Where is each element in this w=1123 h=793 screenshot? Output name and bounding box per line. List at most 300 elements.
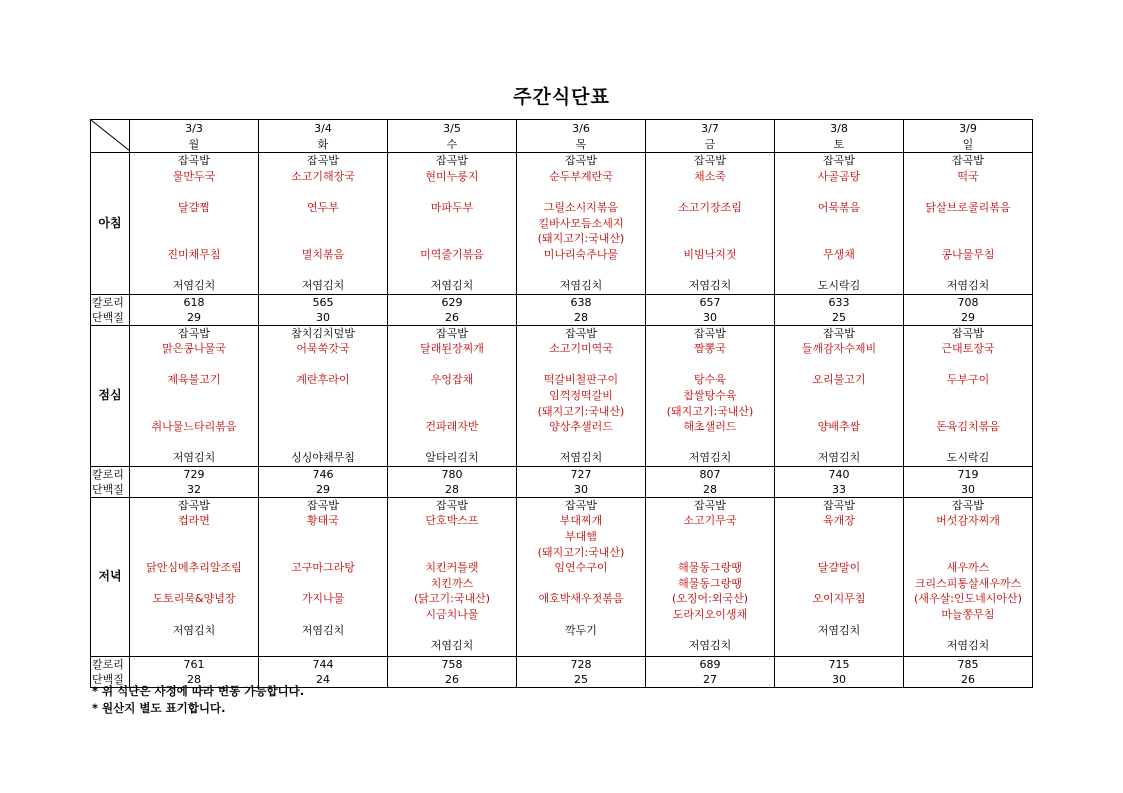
protein-value: 33 bbox=[832, 482, 846, 496]
menu-item: 저염김치 bbox=[301, 278, 345, 292]
menu-item: (돼지고기:국내산) bbox=[537, 232, 625, 246]
menu-item bbox=[388, 623, 516, 639]
menu-item: 황태국 bbox=[307, 514, 339, 528]
menu-item: 콩나물무침 bbox=[941, 247, 995, 261]
menu-item: 시금치나물 bbox=[425, 608, 479, 622]
menu-cell bbox=[646, 153, 775, 294]
menu-item bbox=[388, 262, 516, 278]
menu-item: 새우까스 bbox=[946, 561, 990, 575]
menu-item: 크리스피통살새우까스 bbox=[914, 576, 1022, 590]
menu-item bbox=[130, 607, 258, 623]
menu-item: 임꺽정떡갈비 bbox=[549, 388, 613, 402]
day-weekday: 토 bbox=[833, 137, 845, 151]
menu-cell bbox=[775, 497, 904, 656]
nutrition-cell bbox=[259, 466, 388, 497]
menu-item: 떡국 bbox=[957, 169, 979, 183]
meal-row bbox=[91, 153, 1033, 294]
day-weekday: 화 bbox=[317, 137, 329, 151]
menu-item bbox=[259, 607, 387, 623]
menu-item: 소고기장조림 bbox=[678, 200, 742, 214]
menu-item: 잡곡밥 bbox=[823, 498, 855, 512]
menu-item: 비빔낙지젓 bbox=[683, 247, 737, 261]
menu-item bbox=[259, 419, 387, 435]
menu-cell bbox=[388, 153, 517, 294]
menu-item bbox=[646, 545, 774, 561]
menu-item bbox=[130, 231, 258, 247]
nutrition-cell bbox=[904, 294, 1033, 325]
menu-item bbox=[646, 435, 774, 451]
menu-item: 짬뽕국 bbox=[694, 342, 726, 356]
menu-item bbox=[517, 357, 645, 373]
calorie-value: 746 bbox=[312, 467, 334, 481]
protein-value: 30 bbox=[574, 482, 588, 496]
menu-item: 잡곡밥 bbox=[178, 326, 210, 340]
menu-item bbox=[646, 623, 774, 639]
menu-item bbox=[259, 404, 387, 420]
menu-item: 잡곡밥 bbox=[952, 326, 984, 340]
menu-item: 무생채 bbox=[823, 247, 855, 261]
menu-item: 연두부 bbox=[307, 200, 339, 214]
menu-item bbox=[517, 607, 645, 623]
menu-item bbox=[904, 357, 1032, 373]
calorie-label: 칼로리 bbox=[92, 657, 124, 671]
menu-item: 잡곡밥 bbox=[952, 154, 984, 168]
menu-item bbox=[904, 388, 1032, 404]
protein-value: 29 bbox=[187, 310, 201, 324]
day-date: 3/3 bbox=[185, 122, 203, 135]
protein-value: 27 bbox=[703, 672, 717, 686]
menu-item: 해물동그랑땡 bbox=[678, 561, 742, 575]
header-row bbox=[91, 120, 1033, 153]
menu-item bbox=[517, 435, 645, 451]
meal-label: 점심 bbox=[91, 325, 130, 466]
menu-cell bbox=[904, 497, 1033, 656]
menu-item bbox=[130, 388, 258, 404]
corner-cell bbox=[91, 120, 130, 153]
menu-item: (돼지고기:국내산) bbox=[666, 404, 754, 418]
day-weekday: 월 bbox=[188, 137, 200, 151]
menu-item: 알타리김치 bbox=[425, 451, 479, 465]
protein-value: 29 bbox=[961, 310, 975, 324]
day-date: 3/6 bbox=[572, 122, 590, 135]
menu-item: 잡곡밥 bbox=[178, 154, 210, 168]
menu-item bbox=[517, 576, 645, 592]
menu-item bbox=[259, 435, 387, 451]
nutrition-cell bbox=[388, 466, 517, 497]
calorie-value: 758 bbox=[441, 657, 463, 671]
menu-item: 양상추샐러드 bbox=[549, 420, 613, 434]
menu-item: 저염김치 bbox=[688, 278, 732, 292]
day-weekday: 금 bbox=[704, 137, 716, 151]
menu-item bbox=[904, 623, 1032, 639]
calorie-value: 728 bbox=[570, 657, 592, 671]
day-weekday: 일 bbox=[962, 137, 974, 151]
calorie-value: 715 bbox=[828, 657, 850, 671]
menu-item: 잡곡밥 bbox=[694, 154, 726, 168]
nutrition-label bbox=[91, 294, 130, 325]
day-date: 3/8 bbox=[830, 122, 848, 135]
menu-item bbox=[388, 529, 516, 545]
nutrition-cell bbox=[517, 466, 646, 497]
menu-item: 도시락김 bbox=[817, 278, 861, 292]
menu-item: (새우살:인도네시아산) bbox=[914, 592, 1022, 606]
nutrition-cell bbox=[775, 656, 904, 687]
menu-item: (닭고기:국내산) bbox=[413, 592, 491, 606]
day-header bbox=[775, 120, 904, 153]
menu-item bbox=[388, 435, 516, 451]
menu-item bbox=[388, 404, 516, 420]
nutrition-cell bbox=[904, 656, 1033, 687]
nutrition-row bbox=[91, 294, 1033, 325]
day-header bbox=[517, 120, 646, 153]
menu-item bbox=[775, 357, 903, 373]
menu-item: 취나물느타리볶음 bbox=[151, 420, 237, 434]
menu-item: 잡곡밥 bbox=[307, 154, 339, 168]
weekly-menu-table bbox=[90, 119, 1033, 688]
menu-item: 오이지무침 bbox=[812, 592, 866, 606]
menu-item: 고구마그라탕 bbox=[291, 561, 355, 575]
protein-value: 30 bbox=[316, 310, 330, 324]
meal-label: 저녁 bbox=[91, 497, 130, 656]
menu-cell bbox=[517, 497, 646, 656]
menu-item: 치킨커틀렛 bbox=[425, 561, 479, 575]
menu-item bbox=[130, 357, 258, 373]
menu-item: 미나리숙주나물 bbox=[543, 247, 619, 261]
menu-item bbox=[646, 529, 774, 545]
protein-value: 28 bbox=[574, 310, 588, 324]
menu-item: 채소죽 bbox=[694, 169, 726, 183]
menu-item: 저염김치 bbox=[430, 639, 474, 653]
day-header bbox=[259, 120, 388, 153]
menu-item: 달래된장찌개 bbox=[420, 342, 484, 356]
menu-item bbox=[904, 184, 1032, 200]
menu-item bbox=[775, 231, 903, 247]
calorie-value: 785 bbox=[957, 657, 979, 671]
menu-item bbox=[775, 545, 903, 561]
menu-item: 맑은콩나물국 bbox=[162, 342, 226, 356]
diagonal-line bbox=[91, 120, 130, 151]
calorie-value: 740 bbox=[828, 467, 850, 481]
menu-item: 미역줄기볶음 bbox=[420, 247, 484, 261]
protein-value: 29 bbox=[316, 482, 330, 496]
menu-item bbox=[904, 529, 1032, 545]
menu-item bbox=[646, 231, 774, 247]
note-line: * 원산지 별도 표기합니다. bbox=[92, 701, 226, 715]
menu-item: 떡갈비철판구이 bbox=[543, 373, 619, 387]
menu-item bbox=[517, 262, 645, 278]
menu-item: 잡곡밥 bbox=[436, 326, 468, 340]
calorie-value: 719 bbox=[957, 467, 979, 481]
menu-item bbox=[388, 388, 516, 404]
menu-item bbox=[388, 357, 516, 373]
menu-item: 저염김치 bbox=[172, 623, 216, 637]
menu-item bbox=[259, 388, 387, 404]
menu-item bbox=[388, 231, 516, 247]
menu-item: 계란후라이 bbox=[296, 373, 350, 387]
menu-item bbox=[130, 545, 258, 561]
menu-item: 임연수구이 bbox=[554, 561, 608, 575]
menu-item: 물만두국 bbox=[172, 169, 216, 183]
calorie-value: 565 bbox=[312, 295, 334, 309]
menu-item: 달걀말이 bbox=[817, 561, 861, 575]
menu-item: 참치김치덮밥 bbox=[291, 326, 355, 340]
menu-item: 육개장 bbox=[823, 514, 855, 528]
menu-item: 잡곡밥 bbox=[565, 154, 597, 168]
menu-cell bbox=[775, 325, 904, 466]
menu-item: 소고기무국 bbox=[683, 514, 737, 528]
menu-item: 잡곡밥 bbox=[565, 498, 597, 512]
menu-item: 저염김치 bbox=[688, 451, 732, 465]
menu-item: 잡곡밥 bbox=[178, 498, 210, 512]
menu-item bbox=[904, 262, 1032, 278]
menu-item bbox=[259, 357, 387, 373]
menu-item: 버섯감자찌개 bbox=[936, 514, 1000, 528]
nutrition-cell bbox=[130, 294, 259, 325]
menu-item: 잡곡밥 bbox=[436, 498, 468, 512]
menu-cell bbox=[130, 325, 259, 466]
menu-item: 순두부계란국 bbox=[549, 169, 613, 183]
nutrition-cell bbox=[388, 656, 517, 687]
protein-value: 30 bbox=[703, 310, 717, 324]
menu-item: 저염김치 bbox=[946, 278, 990, 292]
protein-value: 25 bbox=[832, 310, 846, 324]
protein-value: 28 bbox=[445, 482, 459, 496]
menu-cell bbox=[259, 497, 388, 656]
menu-item: 들깨감자수제비 bbox=[801, 342, 877, 356]
notes bbox=[92, 683, 304, 717]
menu-item: 저염김치 bbox=[817, 451, 861, 465]
nutrition-cell bbox=[388, 294, 517, 325]
menu-item: 부대햄 bbox=[565, 530, 597, 544]
day-date: 3/7 bbox=[701, 122, 719, 135]
menu-item bbox=[130, 184, 258, 200]
calorie-value: 780 bbox=[441, 467, 463, 481]
menu-item: 진미채무침 bbox=[167, 247, 221, 261]
calorie-value: 807 bbox=[699, 467, 721, 481]
calorie-value: 638 bbox=[570, 295, 592, 309]
menu-item bbox=[904, 216, 1032, 232]
menu-item: 오리불고기 bbox=[812, 373, 866, 387]
menu-item: 건파래자반 bbox=[425, 420, 479, 434]
menu-cell bbox=[517, 153, 646, 294]
nutrition-cell bbox=[646, 466, 775, 497]
menu-cell bbox=[130, 153, 259, 294]
menu-item: 닭살브로콜리볶음 bbox=[925, 200, 1011, 214]
menu-item: 소고기미역국 bbox=[549, 342, 613, 356]
menu-item bbox=[904, 404, 1032, 420]
menu-item bbox=[130, 435, 258, 451]
menu-item bbox=[775, 607, 903, 623]
menu-item: 가지나물 bbox=[301, 592, 345, 606]
menu-item: 치킨까스 bbox=[430, 576, 474, 590]
menu-item bbox=[904, 231, 1032, 247]
menu-item: 그릴소시지볶음 bbox=[543, 200, 619, 214]
menu-cell bbox=[259, 325, 388, 466]
menu-item: 잡곡밥 bbox=[694, 498, 726, 512]
menu-item: 잡곡밥 bbox=[565, 326, 597, 340]
nutrition-row bbox=[91, 466, 1033, 497]
calorie-value: 629 bbox=[441, 295, 463, 309]
calorie-value: 689 bbox=[699, 657, 721, 671]
menu-item bbox=[646, 262, 774, 278]
menu-item: 저염김치 bbox=[301, 623, 345, 637]
menu-item: 근대토장국 bbox=[941, 342, 995, 356]
menu-item: 도라지오이생채 bbox=[672, 608, 748, 622]
menu-cell bbox=[904, 153, 1033, 294]
menu-item bbox=[259, 216, 387, 232]
menu-cell bbox=[646, 497, 775, 656]
menu-item: 깍두기 bbox=[565, 623, 597, 637]
menu-item bbox=[259, 529, 387, 545]
menu-item bbox=[130, 216, 258, 232]
menu-item: 저염김치 bbox=[817, 623, 861, 637]
nutrition-label bbox=[91, 466, 130, 497]
day-header bbox=[388, 120, 517, 153]
day-header bbox=[130, 120, 259, 153]
menu-item bbox=[388, 216, 516, 232]
menu-item: 저염김치 bbox=[559, 278, 603, 292]
menu-cell bbox=[517, 325, 646, 466]
day-date: 3/9 bbox=[959, 122, 977, 135]
meal-label: 아침 bbox=[91, 153, 130, 294]
menu-item bbox=[259, 545, 387, 561]
menu-item bbox=[775, 388, 903, 404]
nutrition-cell bbox=[517, 294, 646, 325]
menu-item: 싱싱야채무침 bbox=[291, 451, 355, 465]
day-date: 3/4 bbox=[314, 122, 332, 135]
calorie-label: 칼로리 bbox=[92, 467, 124, 481]
menu-item: 마늘쫑무침 bbox=[941, 608, 995, 622]
calorie-label: 칼로리 bbox=[92, 295, 124, 309]
calorie-value: 618 bbox=[183, 295, 205, 309]
menu-item: 저염김치 bbox=[172, 278, 216, 292]
menu-item bbox=[259, 231, 387, 247]
menu-item: 제육불고기 bbox=[167, 373, 221, 387]
nutrition-cell bbox=[775, 466, 904, 497]
menu-item: 단호박스프 bbox=[425, 514, 479, 528]
menu-cell bbox=[775, 153, 904, 294]
menu-item bbox=[130, 576, 258, 592]
menu-item: 저염김치 bbox=[172, 451, 216, 465]
menu-item bbox=[775, 262, 903, 278]
menu-item: 저염김치 bbox=[559, 451, 603, 465]
protein-label: 단백질 bbox=[92, 482, 124, 496]
calorie-value: 727 bbox=[570, 467, 592, 481]
menu-item: 애호박새우젓볶음 bbox=[538, 592, 624, 606]
menu-item bbox=[259, 262, 387, 278]
day-header bbox=[904, 120, 1033, 153]
menu-item bbox=[130, 529, 258, 545]
menu-item: 잡곡밥 bbox=[823, 154, 855, 168]
menu-item bbox=[388, 184, 516, 200]
nutrition-cell bbox=[259, 294, 388, 325]
protein-label: 단백질 bbox=[92, 310, 124, 324]
protein-value: 26 bbox=[445, 672, 459, 686]
meal-row bbox=[91, 325, 1033, 466]
menu-item: (오징어:외국산) bbox=[671, 592, 749, 606]
protein-value: 25 bbox=[574, 672, 588, 686]
menu-item: 우엉잡채 bbox=[430, 373, 474, 387]
menu-item: 돈육김치볶음 bbox=[936, 420, 1000, 434]
day-weekday: 목 bbox=[575, 137, 587, 151]
calorie-value: 657 bbox=[699, 295, 721, 309]
menu-item: (돼지고기:국내산) bbox=[537, 404, 625, 418]
menu-cell bbox=[904, 325, 1033, 466]
menu-item: 해물동그랑땡 bbox=[678, 576, 742, 590]
menu-item bbox=[904, 545, 1032, 561]
menu-item: 양배추쌈 bbox=[817, 420, 861, 434]
menu-item: 컵라면 bbox=[178, 514, 210, 528]
menu-item: 부대찌개 bbox=[559, 514, 603, 528]
menu-item bbox=[775, 529, 903, 545]
menu-item: 저염김치 bbox=[946, 639, 990, 653]
protein-value: 28 bbox=[703, 482, 717, 496]
menu-item: 잡곡밥 bbox=[307, 498, 339, 512]
menu-item: 현미누룽지 bbox=[425, 169, 479, 183]
protein-label: 단백질 bbox=[92, 672, 124, 686]
protein-value: 26 bbox=[445, 310, 459, 324]
menu-item: 탕수육 bbox=[694, 373, 726, 387]
nutrition-cell bbox=[130, 466, 259, 497]
note-line: * 위 식단은 사정에 따라 변동 가능합니다. bbox=[92, 684, 305, 698]
page-title: 주간식단표 bbox=[513, 86, 610, 108]
menu-item bbox=[388, 545, 516, 561]
menu-cell bbox=[388, 325, 517, 466]
menu-item bbox=[259, 576, 387, 592]
menu-item: 소고기해장국 bbox=[291, 169, 355, 183]
meal-row bbox=[91, 497, 1033, 656]
menu-item bbox=[904, 435, 1032, 451]
menu-item: (돼지고기:국내산) bbox=[537, 545, 625, 559]
menu-item bbox=[259, 184, 387, 200]
menu-item: 잡곡밥 bbox=[952, 498, 984, 512]
menu-item bbox=[517, 184, 645, 200]
protein-value: 32 bbox=[187, 482, 201, 496]
menu-item: 도토리묵&양념장 bbox=[152, 592, 236, 606]
menu-cell bbox=[259, 153, 388, 294]
menu-item bbox=[130, 262, 258, 278]
calorie-value: 708 bbox=[957, 295, 979, 309]
nutrition-cell bbox=[775, 294, 904, 325]
menu-item: 도시락김 bbox=[946, 451, 990, 465]
nutrition-cell bbox=[904, 466, 1033, 497]
menu-cell bbox=[388, 497, 517, 656]
menu-item: 멸치볶음 bbox=[301, 247, 345, 261]
menu-item: 해초샐러드 bbox=[683, 420, 737, 434]
menu-item: 킬바사모듬소세지 bbox=[538, 216, 624, 230]
menu-item bbox=[646, 184, 774, 200]
menu-item: 두부구이 bbox=[946, 373, 990, 387]
menu-cell bbox=[646, 325, 775, 466]
protein-value: 30 bbox=[832, 672, 846, 686]
menu-item: 어묵볶음 bbox=[817, 200, 861, 214]
menu-item bbox=[775, 435, 903, 451]
menu-item: 사골곰탕 bbox=[817, 169, 861, 183]
menu-item: 달걀찜 bbox=[178, 200, 210, 214]
calorie-value: 729 bbox=[183, 467, 205, 481]
menu-item bbox=[775, 404, 903, 420]
menu-item: 저염김치 bbox=[430, 278, 474, 292]
nutrition-cell bbox=[646, 656, 775, 687]
menu-item bbox=[775, 576, 903, 592]
menu-item: 잡곡밥 bbox=[436, 154, 468, 168]
protein-value: 24 bbox=[316, 672, 330, 686]
menu-item: 저염김치 bbox=[688, 639, 732, 653]
menu-item: 어묵쑥갓국 bbox=[296, 342, 350, 356]
menu-item bbox=[775, 184, 903, 200]
day-date: 3/5 bbox=[443, 122, 461, 135]
menu-cell bbox=[130, 497, 259, 656]
